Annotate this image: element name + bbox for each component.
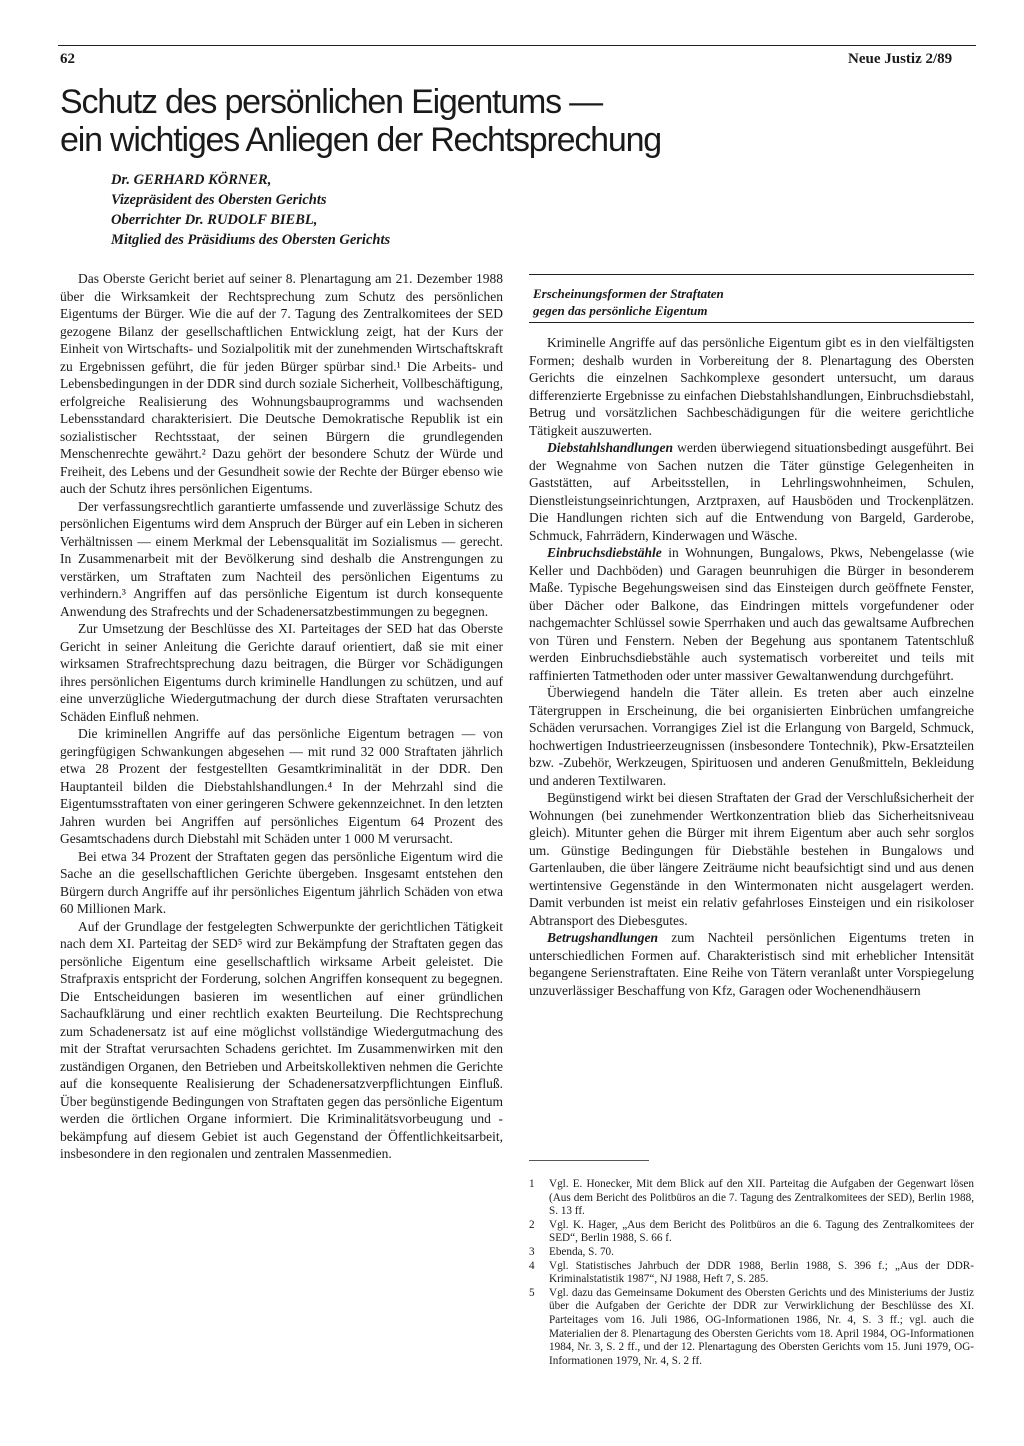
footnote-number: 5 [529, 1286, 535, 1299]
paragraph: Auf der Grundlage der festgelegten Schwerpunkte der gerichtlichen Tätigkeit nach dem XI. Parteitag der SED⁵ wird zur Bekämpfung der Straftaten gegen das persönliche Eigentum eine gesellschaftlich wirksame Arbeit geleistet. Die Strafpraxis entspricht der Forderung, solchen Angriffen konsequent zu begegnen. Die Entscheidungen basieren im wesentlichen auf einer gründlichen Sachaufklärung und einer rechtlich exakten Beurteilung. Die Rechtsprechung zum Schadenersatz ist auf eine möglichst vollständige Wiedergutmachung des mit der Straftat verursachten Schadens gerichtet. Im Zusammenwirken mit den zuständigen Organen, den Betrieben und Arbeitskollektiven nehmen die Gerichte auf die konsequente Realisierung der Schadenersatzverpflichtungen Einfluß. Über begünstigende Bedingungen von Straftaten gegen das persönliche Eigentum werden die örtlichen Organe informiert. Die Kriminalitätsvorbeugung und -bekämpfung auf diesem Gebiet ist auch Gegenstand der Öffentlichkeitsarbeit, insbesondere in den regionalen und zentralen Massenmedien. [60, 918, 503, 1161]
paragraph: Der verfassungsrechtlich garantierte umfassende und zuverlässige Schutz des persönlichen Eigentums wird dem Anspruch der Bürger auf ein Leben in sicheren Verhältnissen — einem Merkmal der Lebensqualität im Sozialismus — gerecht. In Zusammenarbeit mit der Bevölkerung sind deshalb die Anstrengungen zu verstärken, um Straftaten zum Nachteil des persönlichen Eigentums zu verhindern.³ Angriffen auf das persönliche Eigentum ist durch konsequente Anwendung des Strafrechts und der Schadenersatzbestimmungen zu begegnen. [60, 498, 503, 619]
footnote-text: Vgl. K. Hager, „Aus dem Bericht des Politbüros an die 6. Tagung des Zentralkomitees der SED“, Berlin 1988, S. 66 f. [549, 1218, 974, 1245]
paragraph-text: zum Nachteil persönlichen Eigentums treten in unterschiedlichen Formen auf. Charakteristisch sind mit erheblicher Intensität begangene Serienstraftaten. Eine Reihe von Tätern veranlaßt unter Vorspiegelung unzuverlässiger Beschaffung von Kfz, Garagen oder Wochenendhäusern [529, 930, 974, 998]
right-column [529, 334, 974, 999]
paragraph: Zur Umsetzung der Beschlüsse des XI. Parteitages der SED hat das Oberste Gericht in seiner Anleitung die Gerichte darauf orientiert, daß sie mit einer wirksamen Strafrechtsprechung dazu beitragen, die Bürger vor Schädigungen ihres persönlichen Eigentums durch kriminelle Handlungen zu schützen, und auf eine unverzügliche Wiedergutmachung der durch diese Straftaten verursachten Schäden Einfluß nehmen. [60, 621, 503, 724]
paragraph [529, 544, 974, 684]
author-name-1: Dr. GERHARD KÖRNER, [111, 172, 272, 188]
footnote-text: Ebenda, S. 70. [549, 1245, 614, 1258]
footnote-number: 1 [529, 1178, 535, 1190]
paragraph: Überwiegend handeln die Täter allein. Es treten aber auch einzelne Tätergruppen in Erscheinung, die bei organisierten Einbrüchen umfangreiche Schäden verursachen. Vorrangiges Ziel ist die Erlangung von Bargeld, Schmuck, hochwertigen Industrieerzeugnissen (insbesondere Tontechnik), Pkw-Ersatzteilen bzw. -Zubehör, Werkzeugen, Spirituosen und anderen Genußmitteln, Bekleidung und anderen Textilwaren. [529, 685, 974, 788]
section-rule-bottom [529, 322, 974, 323]
section-heading [533, 285, 973, 319]
run-in-heading: Betrugshandlungen [547, 930, 659, 945]
left-column [60, 270, 503, 1163]
footnote [529, 1178, 974, 1219]
footnotes [529, 1178, 974, 1368]
footnote-text: Vgl. Statistisches Jahrbuch der DDR 1988, Berlin 1988, S. 396 f.; „Aus der DDR-Kriminalstatistik 1987“, NJ 1988, Heft 7, S. 285. [549, 1259, 974, 1286]
footnote-number: 2 [529, 1218, 535, 1231]
article-title [60, 83, 760, 159]
footnote-text: Vgl. dazu das Gemeinsame Dokument des Obersten Gerichts und des Ministeriums der Justiz über die Aufgaben der Gerichte der DDR zur Verwirklichung der Beschlüsse des XI. Parteitages vom 16. Juli 1986, OG-Informationen 1986, Nr. 4, S. 3 ff.; vgl. auch die Materialien der 8. Plenartagung des Obersten Gerichts vom 18. April 1984, OG-Informationen 1984, Nr. 3, S. 2 ff., und der 12. Plenartagung des Obersten Gerichts vom 15. Juni 1979, OG-Informationen 1979, Nr. 4, S. 2 ff. [549, 1286, 974, 1367]
run-in-heading: Einbruchsdiebstähle [547, 545, 662, 560]
paragraph: Kriminelle Angriffe auf das persönliche Eigentum gibt es in den vielfältigsten Formen; deshalb wurden in Vorbereitung der 8. Plenartagung des Obersten Gerichts die einzelnen Sachkomplexe gesondert untersucht, um daraus differenzierte Ergebnisse zu einfachen Diebstahlshandlungen, Einbruchsdiebstahl, Betrug und vorsätzlichen Sachbeschädigungen für die weitere gerichtliche Tätigkeit auszuwerten. [529, 335, 974, 438]
footnote [529, 1260, 974, 1287]
title-line-1: Schutz des persönlichen Eigentums — [60, 83, 602, 121]
paragraph-text: werden überwiegend situationsbedingt ausgeführt. Bei der Wegnahme von Sachen nutzen die Täter günstige Gelegenheiten in Gaststätten, auf Arbeitsstellen, in Lehrlingswohnheimen, Schulen, Dienstleistungseinrichtungen, Arztpraxen, auf Hausböden und Trockenplätzen. Die Handlungen richten sich auf die Entwendung von Bargeld, Garderobe, Schmuck, Fahrrädern, Kinderwagen und Wäsche. [529, 440, 974, 543]
footnote [529, 1287, 974, 1369]
paragraph [529, 439, 974, 544]
paragraph: Bei etwa 34 Prozent der Straftaten gegen das persönliche Eigentum wird die Sache an die gesellschaftlichen Gerichte übergeben. Insgesamt entstehen den Bürgern durch Angriffe auf ihr persönliches Eigentum jährlich Schäden von etwa 60 Millionen Mark. [60, 848, 503, 916]
paragraph-text: in Wohnungen, Bungalows, Pkws, Nebengelasse (wie Keller und Dachböden) und Garagen beunruhigen die Bürger in besonderem Maße. Typische Begehungsweisen sind das Einsteigen durch geöffnete Fenster, über Dächer oder Balkone, das Eindringen mittels vorgefundener oder nachgemachter Schlüssel sowie Sperrhaken und auch das gewaltsame Aufbrechen von Türen und Fenstern. Neben der Begehung aus spontanem Tatentschluß werden Einbruchsdiebstähle auch systematisch vorbereitet und teils mit raffinierten Tatmethoden oder unter massiver Gewaltanwendung durchgeführt. [529, 545, 974, 683]
footnote-rule [529, 1160, 649, 1161]
section-heading-line-1: Erscheinungsformen der Straftaten [533, 286, 724, 301]
header-rule [58, 45, 976, 46]
footnote-number: 4 [529, 1259, 535, 1272]
run-in-heading: Diebstahlshandlungen [547, 440, 674, 455]
footnote [529, 1219, 974, 1246]
footnote-text: Vgl. E. Honecker, Mit dem Blick auf den XII. Parteitag die Aufgaben der Gegenwart lösen (Aus dem Bericht des Politbüros an die 7. Tagung des Zentralkomitees der SED), Berlin 1988, S. 13 ff. [549, 1178, 974, 1218]
paragraph: Die kriminellen Angriffe auf das persönliche Eigentum betragen — von geringfügigen Schwankungen abgesehen — mit rund 32 000 Straftaten jährlich etwa 28 Prozent der festgestellten Gesamtkriminalität in der DDR. Den Hauptanteil bilden die Diebstahlshandlungen.⁴ In der Mehrzahl sind die Eigentumsstraftaten von einer geringeren Schwere gekennzeichnet. In den letzten Jahren wurden bei Angriffen auf persönliches Eigentum 64 Prozent des Gesamtschadens durch Diebstahl mit Schäden unter 1 000 M verursacht. [60, 726, 503, 846]
footnote [529, 1246, 974, 1260]
author-name-2: Oberrichter Dr. RUDOLF BIEBL, [111, 212, 318, 228]
paragraph: Das Oberste Gericht beriet auf seiner 8. Plenartagung am 21. Dezember 1988 über die Wirksamkeit der Rechtsprechung zum Schutz des persönlichen Eigentums der Bürger. Wie die auf der 7. Tagung des Zentralkomitees der SED gezogene Bilanz der gesellschaftlichen Entwicklung zeigt, hat der Kurs der Einheit von Wirtschafts- und Sozialpolitik mit der zunehmenden Wirtschaftskraft zu Ergebnissen geführt, die für jeden Bürger spürbar sind.¹ Die Arbeits- und Lebensbedingungen in der DDR sind durch soziale Sicherheit, Vollbeschäftigung, erfolgreiche Realisierung des Wohnungsbauprogramms und wachsenden Lebensstandard charakterisiert. Die Deutsche Demokratische Republik ist ein sozialistischer Rechtsstaat, der seinen Bürgern die grundlegenden Menschenrechte gewährt.² Dazu gehört der besondere Schutz der Würde und Freiheit, des Lebens und der Gesundheit sowie der Rechte der Bürger ebenso wie auch der Schutz ihres persönlichen Eigentums. [60, 271, 503, 496]
section-rule-top [529, 274, 974, 275]
paragraph [529, 929, 974, 999]
page-number: 62 [60, 51, 75, 67]
paragraph: Begünstigend wirkt bei diesen Straftaten der Grad der Verschlußsicherheit der Wohnungen (bei zunehmender Wertkonzentration blieb das Sicherheitsniveau gleich). Mitunter gehen die Bürger mit ihrem Eigentum aber auch sehr sorglos um. Günstige Bedingungen für Diebstähle bestehen in Bungalows und Gartenlauben, die über längere Zeiträume nicht beaufsichtigt sind und aus denen wertintensive Gegenstände in den Wintermonaten nicht ausgelagert werden. Damit verbunden ist meist ein relativ gefahrloses Einsteigen und ein risikoloser Abtransport des Diebesgutes. [529, 790, 974, 928]
author-block [111, 170, 531, 250]
footnote-number: 3 [529, 1245, 535, 1258]
journal-issue: Neue Justiz 2/89 [848, 51, 953, 67]
title-line-2: ein wichtiges Anliegen der Rechtsprechung [60, 121, 661, 159]
author-role-2: Mitglied des Präsidiums des Obersten Gerichts [111, 232, 391, 248]
section-heading-line-2: gegen das persönliche Eigentum [533, 303, 708, 318]
author-role-1: Vizepräsident des Obersten Gerichts [111, 192, 327, 208]
